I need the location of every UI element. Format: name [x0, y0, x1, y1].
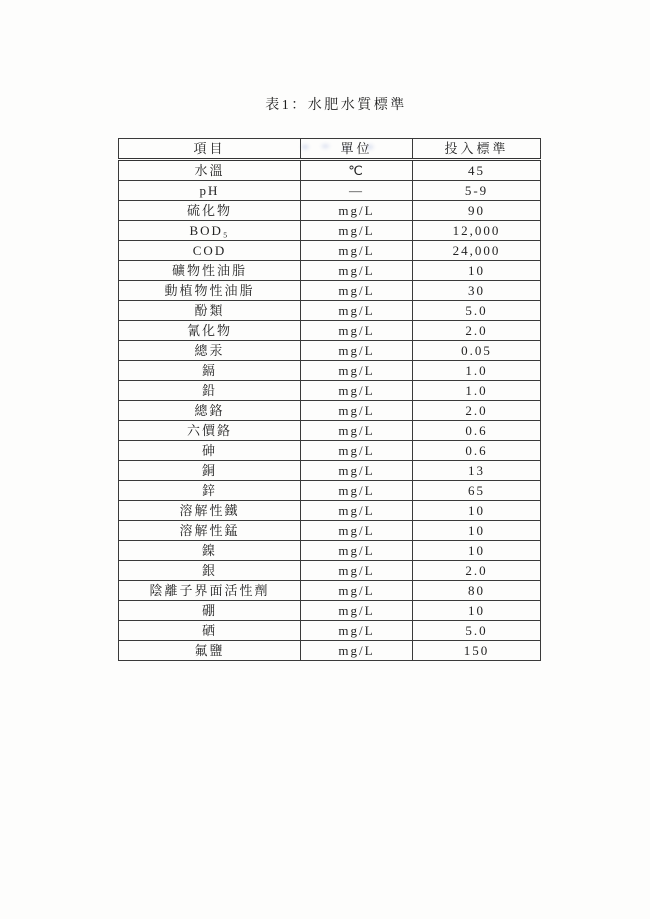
cell-item: 氟鹽 [119, 641, 301, 661]
cell-item: 鋅 [119, 481, 301, 501]
cell-unit: mg/L [301, 381, 413, 401]
table-row [119, 401, 541, 421]
cell-item: BOD₅ [119, 221, 301, 241]
table-row [119, 421, 541, 441]
header-standard: 投入標準 [413, 139, 541, 160]
table-row [119, 181, 541, 201]
cell-standard: 13 [413, 461, 541, 481]
cell-standard: 0.6 [413, 421, 541, 441]
cell-unit: mg/L [301, 641, 413, 661]
table-row [119, 241, 541, 261]
table-row [119, 461, 541, 481]
table-row [119, 261, 541, 281]
cell-standard: 24,000 [413, 241, 541, 261]
cell-unit: mg/L [301, 541, 413, 561]
header-item: 項目 [119, 139, 301, 160]
cell-unit: mg/L [301, 501, 413, 521]
cell-standard: 0.6 [413, 441, 541, 461]
table-row [119, 621, 541, 641]
cell-unit: mg/L [301, 341, 413, 361]
cell-unit: mg/L [301, 481, 413, 501]
table-row [119, 441, 541, 461]
cell-standard: 5-9 [413, 181, 541, 201]
cell-item: 鎘 [119, 361, 301, 381]
cell-standard: 12,000 [413, 221, 541, 241]
cell-standard: 10 [413, 261, 541, 281]
cell-unit: ℃ [301, 160, 413, 181]
cell-standard: 10 [413, 501, 541, 521]
cell-standard: 2.0 [413, 401, 541, 421]
table-row [119, 601, 541, 621]
cell-item: 陰離子界面活性劑 [119, 581, 301, 601]
table-header-row [119, 139, 541, 160]
cell-standard: 65 [413, 481, 541, 501]
cell-item: 砷 [119, 441, 301, 461]
table-row [119, 361, 541, 381]
cell-unit: mg/L [301, 521, 413, 541]
cell-item: 總汞 [119, 341, 301, 361]
cell-item: 六價鉻 [119, 421, 301, 441]
table-row [119, 521, 541, 541]
cell-item: 礦物性油脂 [119, 261, 301, 281]
cell-unit: mg/L [301, 241, 413, 261]
table-row [119, 201, 541, 221]
table-row [119, 501, 541, 521]
cell-unit: mg/L [301, 361, 413, 381]
cell-item: 硒 [119, 621, 301, 641]
cell-unit: mg/L [301, 441, 413, 461]
table-row [119, 301, 541, 321]
cell-standard: 80 [413, 581, 541, 601]
cell-unit: mg/L [301, 421, 413, 441]
cell-standard: 2.0 [413, 321, 541, 341]
table-row [119, 541, 541, 561]
cell-item: 銅 [119, 461, 301, 481]
cell-standard: 0.05 [413, 341, 541, 361]
table-row [119, 341, 541, 361]
cell-standard: 2.0 [413, 561, 541, 581]
cell-standard: 1.0 [413, 381, 541, 401]
table-row [119, 221, 541, 241]
table-row [119, 581, 541, 601]
cell-standard: 10 [413, 601, 541, 621]
cell-item: 氰化物 [119, 321, 301, 341]
cell-unit: mg/L [301, 301, 413, 321]
cell-standard: 90 [413, 201, 541, 221]
cell-item: 硫化物 [119, 201, 301, 221]
cell-item: 銀 [119, 561, 301, 581]
cell-item: 鉛 [119, 381, 301, 401]
cell-unit: mg/L [301, 461, 413, 481]
table-row [119, 561, 541, 581]
cell-item: 鎳 [119, 541, 301, 561]
cell-unit: mg/L [301, 621, 413, 641]
cell-item: pH [119, 181, 301, 201]
page-title: 表1：水肥水質標準 [265, 98, 407, 113]
cell-item: 酚類 [119, 301, 301, 321]
table-row [119, 321, 541, 341]
header-unit: 單位 [301, 139, 413, 160]
cell-unit: — [301, 181, 413, 201]
cell-standard: 10 [413, 541, 541, 561]
table-row [119, 381, 541, 401]
cell-unit: mg/L [301, 401, 413, 421]
cell-standard: 5.0 [413, 621, 541, 641]
cell-unit: mg/L [301, 601, 413, 621]
standards-table [118, 138, 541, 661]
cell-item: 動植物性油脂 [119, 281, 301, 301]
cell-unit: mg/L [301, 561, 413, 581]
table-row [119, 481, 541, 501]
cell-standard: 45 [413, 160, 541, 181]
cell-item: COD [119, 241, 301, 261]
cell-unit: mg/L [301, 261, 413, 281]
cell-item: 水溫 [119, 160, 301, 181]
cell-standard: 30 [413, 281, 541, 301]
cell-unit: mg/L [301, 281, 413, 301]
table-row [119, 281, 541, 301]
table-body [119, 160, 541, 661]
cell-unit: mg/L [301, 321, 413, 341]
cell-standard: 5.0 [413, 301, 541, 321]
cell-standard: 10 [413, 521, 541, 541]
cell-unit: mg/L [301, 201, 413, 221]
cell-unit: mg/L [301, 581, 413, 601]
cell-item: 總鉻 [119, 401, 301, 421]
cell-item: 硼 [119, 601, 301, 621]
cell-unit: mg/L [301, 221, 413, 241]
table-row [119, 160, 541, 181]
cell-item: 溶解性鐵 [119, 501, 301, 521]
cell-standard: 150 [413, 641, 541, 661]
cell-standard: 1.0 [413, 361, 541, 381]
cell-item: 溶解性錳 [119, 521, 301, 541]
table-row [119, 641, 541, 661]
